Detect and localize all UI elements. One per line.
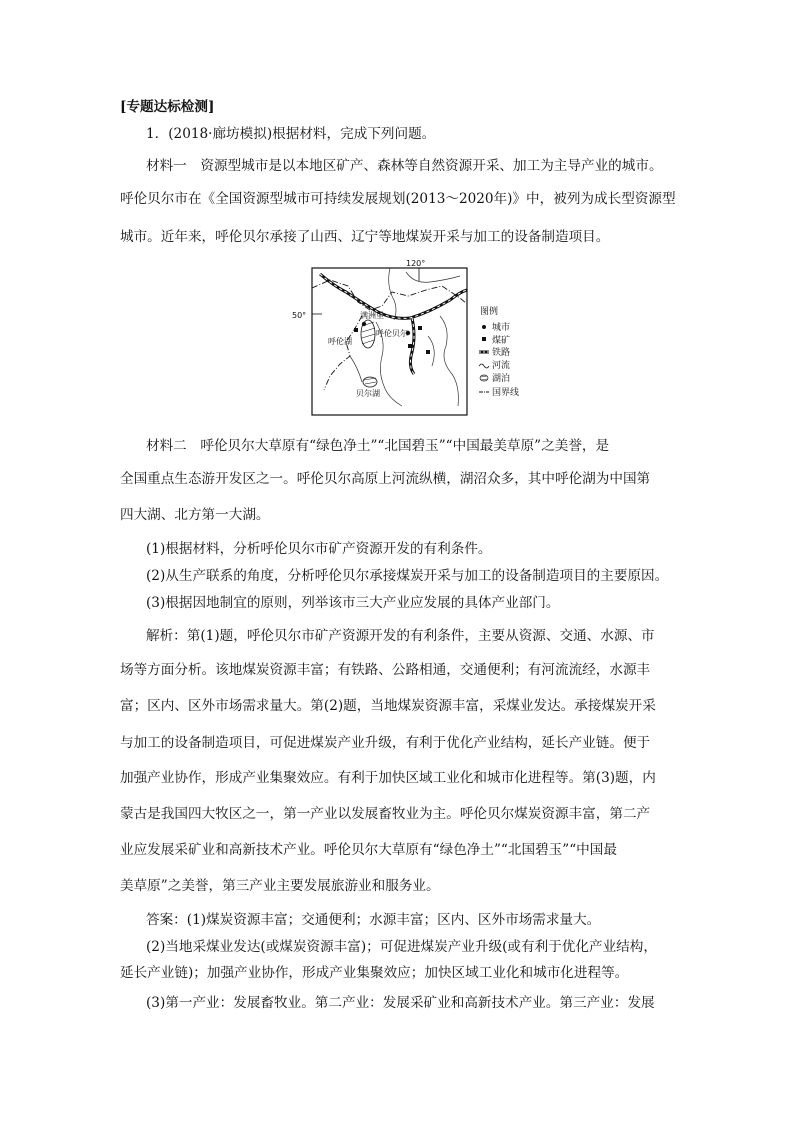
- border-line: [324, 316, 362, 390]
- legend-coal-symbol: [482, 337, 486, 341]
- answer-line: (3)第一产业：发展畜牧业。第二产业：发展采矿业和高新技术产业。第三产业：发展: [146, 995, 655, 1011]
- sub-question: (2)从生产联系的角度，分析呼伦贝尔承接煤炭开采与加工的设备制造项目的主要原因。: [146, 568, 669, 584]
- map-svg: [290, 256, 540, 422]
- analysis-line: 富；区内、区外市场需求量大。第(2)题，当地煤炭资源丰富，采煤业发达。承接煤炭开采: [120, 698, 656, 714]
- question-intro: 1．(2018·廊坊模拟)根据材料，完成下列问题。: [146, 126, 436, 142]
- legend-item-rail: 铁路: [492, 348, 511, 358]
- legend-city-symbol: [482, 325, 486, 329]
- label-hulun-lake: 呼伦湖: [328, 337, 352, 346]
- legend-item-lake: 湖泊: [492, 374, 511, 384]
- material1-line: 呼伦贝尔市在《全国资源型城市可持续发展规划(2013～2020年)》中，被列为成长型资源型: [120, 191, 676, 207]
- coal-mine: [408, 344, 412, 348]
- city-manzhouli: [362, 322, 366, 326]
- sub-question: (1)根据材料，分析呼伦贝尔市矿产资源开发的有利条件。: [146, 541, 492, 557]
- material1-line: 材料一 资源型城市是以本地区矿产、森林等自然资源开采、加工为主导产业的城市。: [146, 158, 663, 174]
- river: [440, 316, 458, 406]
- section-title: [专题达标检测]: [120, 99, 215, 115]
- analysis-line: 与加工的设备制造项目，可促进煤炭产业升级，有利于优化产业结构，延长产业链。便于: [120, 735, 651, 751]
- answer-line: (2)当地采煤业发达(或煤炭资源丰富)；可促进煤炭产业升级(或有利于优化产业结构，: [146, 939, 657, 955]
- legend-item-city: 城市: [492, 323, 511, 333]
- map-figure: [290, 256, 540, 422]
- lon-label: 120°: [406, 259, 426, 268]
- river: [350, 356, 362, 382]
- material1-line: 城市。近年来，呼伦贝尔承接了山西、辽宁等地煤炭开采与加工的设备制造项目。: [120, 229, 610, 245]
- analysis-line: 美草原”之美誉，第三产业主要发展旅游业和服务业。: [120, 878, 440, 894]
- answer-line: 答案：(1)煤炭资源丰富；交通便利；水源丰富；区内、区外市场需求量大。: [146, 912, 601, 928]
- analysis-line: 场等方面分析。该地煤炭资源丰富；有铁路、公路相通，交通便利；有河流流经，水源丰: [120, 662, 651, 678]
- sub-question: (3)根据因地制宜的原则，列举该市三大产业应发展的具体产业部门。: [146, 595, 560, 611]
- coal-mine: [426, 350, 430, 354]
- lat-label: 50°: [292, 311, 307, 320]
- material2-line: 四大湖、北方第一大湖。: [120, 507, 270, 523]
- analysis-line: 加强产业协作，形成产业集聚效应。有利于加快区域工业化和城市化进程等。第(3)题，内: [120, 770, 656, 786]
- analysis-line: 业应发展采矿业和高新技术产业。呼伦贝尔大草原有“绿色净土”“北国碧玉”“中国最: [120, 842, 617, 858]
- legend-item-river: 河流: [492, 361, 511, 371]
- coal-mine: [418, 326, 422, 330]
- legend-item-coal: 煤矿: [492, 336, 511, 346]
- label-hulunbeier: 呼伦贝尔: [376, 329, 408, 338]
- label-manzhouli: 满洲里: [360, 311, 384, 320]
- label-beier-lake: 贝尔湖: [356, 389, 380, 398]
- analysis-line: 解析：第(1)题，呼伦贝尔市矿产资源开发的有利条件，主要从资源、交通、水源、市: [146, 628, 655, 644]
- legend-title: 图例: [480, 307, 499, 317]
- material2-line: 材料二 呼伦贝尔大草原有“绿色净土”“北国碧玉”“中国最美草原”之美誉，是: [146, 438, 610, 454]
- railway: [320, 274, 467, 318]
- material2-line: 全国重点生态游开发区之一。呼伦贝尔高原上河流纵横，湖沼众多，其中呼伦湖为中国第: [120, 471, 651, 487]
- legend-item-border: 国界线: [492, 388, 520, 398]
- river: [389, 268, 396, 320]
- analysis-line: 蒙古是我国四大牧区之一，第一产业以发展畜牧业为主。呼伦贝尔煤炭资源丰富，第二产: [120, 806, 651, 822]
- river: [406, 272, 460, 282]
- coal-mine: [354, 328, 358, 332]
- answer-line: 延长产业链)；加强产业协作，形成产业集聚效应；加快区域工业化和城市化进程等。: [120, 965, 629, 981]
- legend-river-symbol: [479, 364, 489, 368]
